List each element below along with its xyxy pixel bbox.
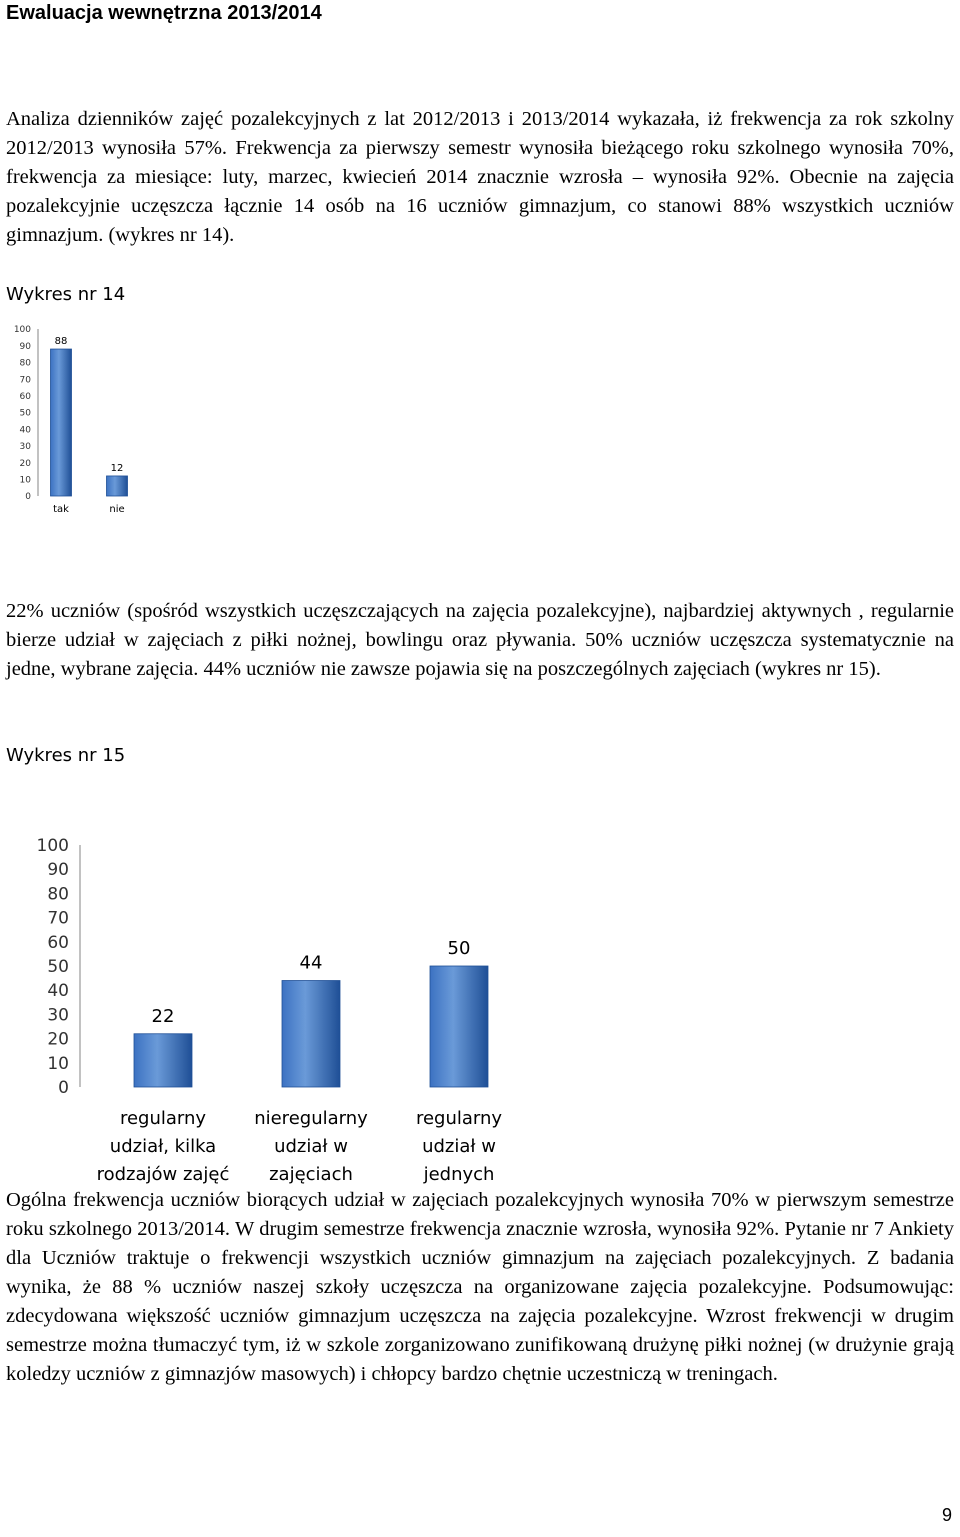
- y-tick-label: 100: [13, 325, 31, 336]
- category-label: nieregularny: [254, 1108, 368, 1129]
- category-label: udział, kilka: [109, 1136, 217, 1157]
- bar: [134, 1034, 192, 1087]
- category-label: jednych: [423, 1164, 495, 1185]
- category-label: tak: [53, 504, 69, 515]
- category-label: regularny: [119, 1108, 207, 1129]
- y-tick-label: 20: [47, 1029, 69, 1050]
- category-label: zajęciach: [269, 1164, 353, 1185]
- y-tick-label: 30: [19, 442, 31, 453]
- category-label: udział w: [422, 1136, 496, 1157]
- category-label: nie: [109, 504, 125, 515]
- y-tick-label: 70: [47, 908, 69, 929]
- chart-title-14: Wykres nr 14: [6, 284, 126, 305]
- y-tick-label: 0: [58, 1077, 69, 1098]
- data-label: 50: [447, 938, 471, 959]
- paragraph-summary: Ogólna frekwencja uczniów biorących udział w zajęciach pozalekcyjnych wynosiła 70% w pierwszym semestrze roku szkolnego 2013/2014. W drugim semestrze frekwencja znacznie wzrosła, wynosiła 92%. Pytanie nr 7 Ankiety dla Uczniów traktuje o frekwencji wszystkich uczniów gimnazjum na zajęciach pozalekcyjnych. Z badania wynika, że 88 % uczniów naszej szkoły uczęszcza na organizowane zajęcia pozalekcyjne. Podsumowując: zdecydowana większość uczniów gimnazjum uczęszcza na zajęcia pozalekcyjne. Wzrost frekwencji w drugim semestrze można tłumaczyć tym, iż w szkole zorganizowano zunifikowaną drużynę piłki nożnej (w drużynie grają koledzy uczniów z gimnazjów masowych) i chłopcy bardzo chętnie uczestniczą w treningach.: [6, 1189, 954, 1385]
- y-tick-label: 100: [36, 835, 69, 856]
- y-tick-label: 30: [47, 1005, 69, 1026]
- category-label: regularny: [415, 1108, 503, 1129]
- y-tick-label: 60: [19, 391, 31, 402]
- y-tick-label: 10: [19, 475, 31, 486]
- category-label: rodzajów zajęć: [96, 1164, 230, 1185]
- y-tick-label: 0: [25, 492, 31, 503]
- bar: [282, 981, 340, 1087]
- page-title: Ewaluacja wewnętrzna 2013/2014: [6, 2, 322, 24]
- category-label: udział w: [274, 1136, 348, 1157]
- data-label: 12: [110, 462, 124, 474]
- data-label: 88: [54, 336, 68, 348]
- y-tick-label: 90: [47, 860, 69, 881]
- paragraph-intro: Analiza dzienników zajęć pozalekcyjnych z lat 2012/2013 i 2013/2014 wykazała, iż frekwencja za rok szkolny 2012/2013 wynosiła 57%. Frekwencja za pierwszy semestr wynosiła bieżącego roku szkolnego wynosiła 70%, frekwencja za miesiące: luty, marzec, kwiecień 2014 znacznie wzrosła – wynosiła 92%. Obecnie na zajęcia pozalekcyjnie uczęszcza łącznie 14 osób na 16 uczniów gimnazjum, co stanowi 88% wszystkich uczniów gimnazjum. (wykres nr 14).: [6, 108, 954, 246]
- y-tick-label: 20: [19, 458, 31, 469]
- y-tick-label: 40: [19, 425, 31, 436]
- y-tick-label: 80: [47, 884, 69, 905]
- y-tick-label: 50: [19, 408, 31, 419]
- y-tick-label: 50: [47, 956, 69, 977]
- chart-title-15: Wykres nr 15: [6, 745, 126, 766]
- data-label: 44: [299, 952, 323, 974]
- y-tick-label: 40: [47, 981, 69, 1002]
- y-tick-label: 70: [19, 375, 31, 386]
- y-tick-label: 60: [47, 932, 69, 953]
- y-tick-label: 10: [47, 1053, 69, 1074]
- paragraph-activity: 22% uczniów (spośród wszystkich uczęszczających na zajęcia pozalekcyjne), najbardziej aktywnych , regularnie bierze udział w zajęciach z piłki nożnej, bowlingu oraz pływania. 50% uczniów uczęszcza systematycznie na jedne, wybrane zajęcia. 44% uczniów nie zawsze pojawia się na poszczególnych zajęciach (wykres nr 15).: [6, 600, 954, 680]
- page-number: 9: [941, 1505, 952, 1525]
- data-label: 22: [151, 1005, 175, 1027]
- y-tick-label: 90: [19, 341, 31, 352]
- bar: [430, 966, 488, 1087]
- y-tick-label: 80: [19, 358, 31, 369]
